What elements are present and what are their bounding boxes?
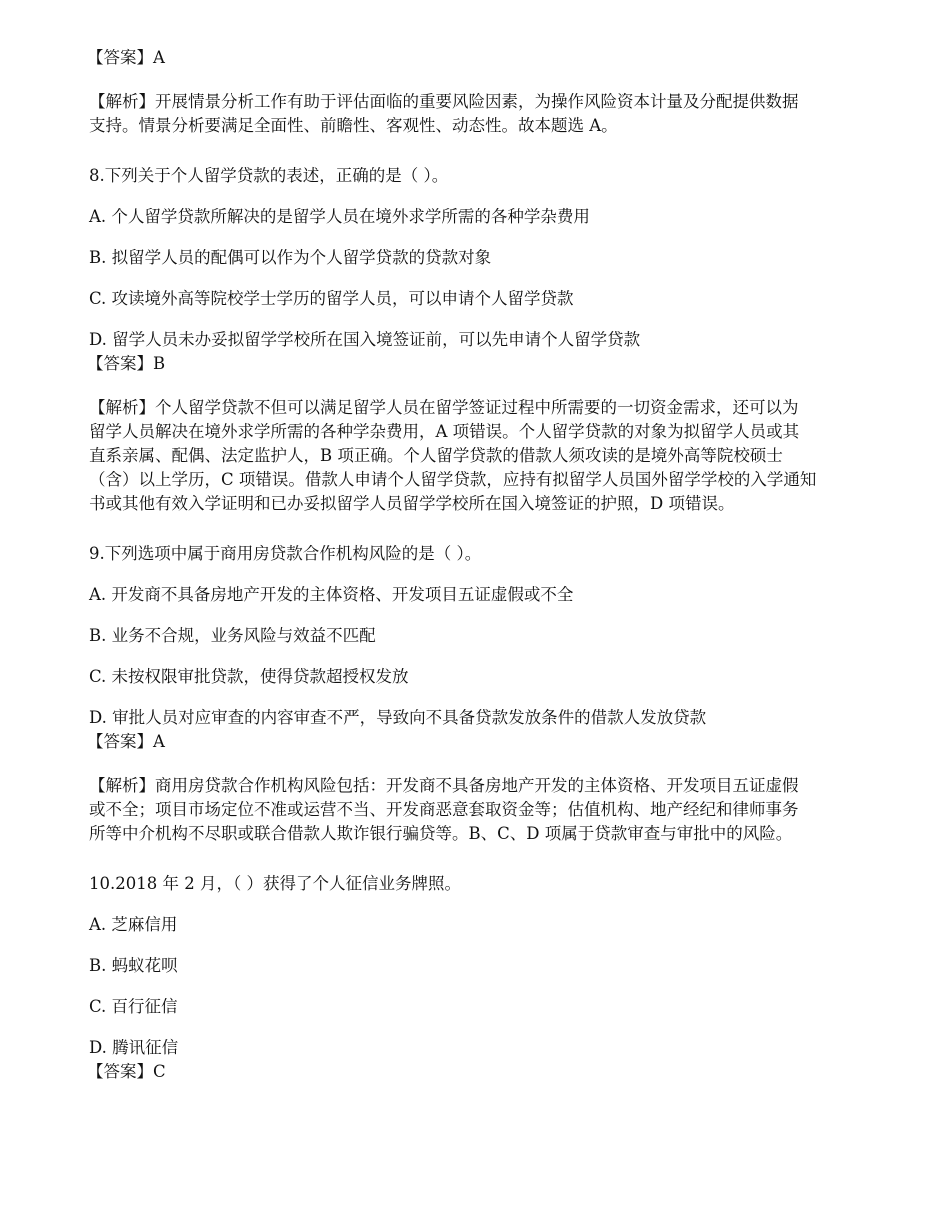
- q9-explanation-line: 或不全；项目市场定位不准或运营不当、开发商恶意套取资金等；估值机构、地产经纪和律师事务: [89, 800, 799, 819]
- q9-option-d: D. 审批人员对应审查的内容审查不严，导致向不具备贷款发放条件的借款人发放贷款: [89, 708, 707, 727]
- q9-stem: 9.下列选项中属于商用房贷款合作机构风险的是（ ）。: [89, 544, 482, 563]
- q7-explanation-line: 支持。情景分析要满足全面性、前瞻性、客观性、动态性。故本题选 A。: [89, 116, 618, 135]
- q10-answer: 【答案】C: [87, 1062, 166, 1081]
- q8-explanation-line: 【解析】个人留学贷款不但可以满足留学人员在留学签证过程中所需要的一切资金需求，还可以为: [89, 398, 799, 417]
- q9-option-a: A. 开发商不具备房地产开发的主体资格、开发项目五证虚假或不全: [89, 585, 574, 604]
- q9-explanation-line: 【解析】商用房贷款合作机构风险包括：开发商不具备房地产开发的主体资格、开发项目五证虚假: [89, 776, 799, 795]
- q8-option-d: D. 留学人员未办妥拟留学学校所在国入境签证前，可以先申请个人留学贷款: [89, 330, 641, 349]
- q7-explanation-line: 【解析】开展情景分析工作有助于评估面临的重要风险因素，为操作风险资本计量及分配提供数据: [89, 92, 799, 111]
- q10-option-c: C. 百行征信: [89, 997, 178, 1016]
- document-page: [89, 46, 909, 1084]
- q8-explanation-line: （含）以上学历，C 项错误。借款人申请个人留学贷款，应持有拟留学人员国外留学学校的入学通知: [89, 470, 817, 489]
- q9-explanation-line: 所等中介机构不尽职或联合借款人欺诈银行骗贷等。B、C、D 项属于贷款审查与审批中的风险。: [89, 824, 793, 843]
- q8-answer: 【答案】B: [87, 354, 166, 373]
- q10-option-b: B. 蚂蚁花呗: [89, 956, 178, 975]
- q9-explanation: [89, 774, 909, 846]
- q8-explanation-line: 直系亲属、配偶、法定监护人，B 项正确。个人留学贷款的借款人须攻读的是境外高等院校硕士: [89, 446, 783, 465]
- q9-answer: 【答案】A: [87, 732, 165, 751]
- q8-option-c: C. 攻读境外高等院校学士学历的留学人员，可以申请个人留学贷款: [89, 289, 574, 308]
- q10-stem: 10.2018 年 2 月，（ ）获得了个人征信业务牌照。: [89, 874, 461, 893]
- q9-option-b: B. 业务不合规，业务风险与效益不匹配: [89, 626, 376, 645]
- q7-answer: 【答案】A: [87, 48, 165, 67]
- q7-explanation: [89, 90, 909, 138]
- q9-option-c: C. 未按权限审批贷款，使得贷款超授权发放: [89, 667, 409, 686]
- q8-stem: 8.下列关于个人留学贷款的表述，正确的是（ ）。: [89, 166, 449, 185]
- q10-option-a: A. 芝麻信用: [89, 915, 178, 934]
- q8-option-b: B. 拟留学人员的配偶可以作为个人留学贷款的贷款对象: [89, 248, 492, 267]
- q8-explanation: [89, 396, 909, 516]
- q8-explanation-line: 留学人员解决在境外求学所需的各种学杂费用，A 项错误。个人留学贷款的对象为拟留学人员或其: [89, 422, 800, 441]
- q8-option-a: A. 个人留学贷款所解决的是留学人员在境外求学所需的各种学杂费用: [89, 207, 590, 226]
- q10-option-d: D. 腾讯征信: [89, 1038, 179, 1057]
- q8-explanation-line: 书或其他有效入学证明和已办妥拟留学人员留学学校所在国入境签证的护照，D 项错误。: [89, 494, 735, 513]
